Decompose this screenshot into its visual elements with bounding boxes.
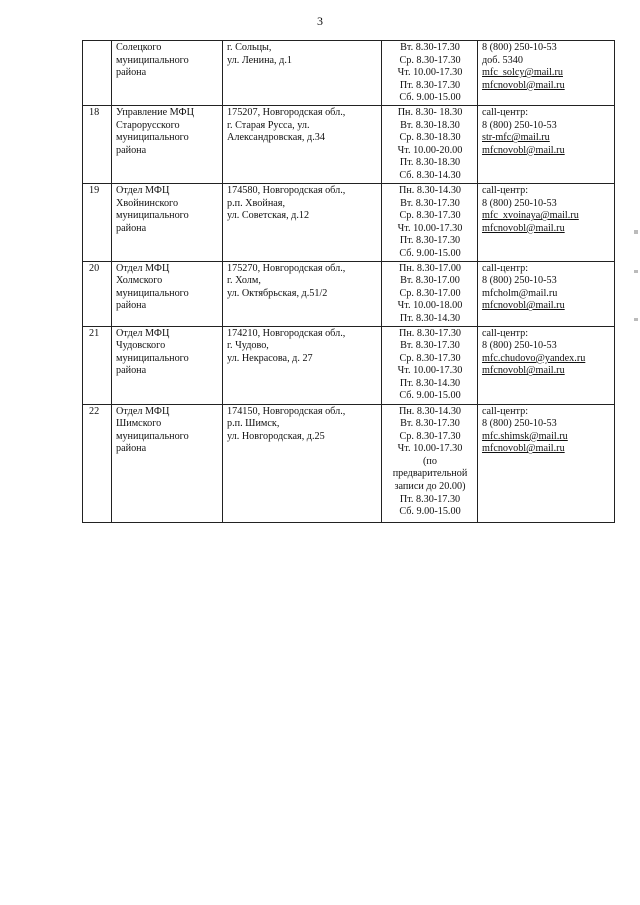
row-number-cell: [83, 105, 112, 183]
cell-line: Ср. 8.30-18.30: [399, 132, 461, 144]
cell-line: Сб. 9.00-15.00: [399, 92, 461, 104]
cell-line: mfcholm@mail.ru: [482, 287, 558, 299]
email-link[interactable]: mfcnovobl@mail.ru: [482, 443, 565, 455]
cell-line: Старорусского: [116, 119, 180, 131]
cell-line: ул. Новгородская, д.25: [227, 430, 325, 442]
cell-line: Чт. 10.00-20.00: [397, 144, 463, 156]
cell-line: Отдел МФЦ: [116, 405, 170, 417]
table-row: [83, 105, 615, 183]
cell-line: 8 (800) 250-10-53: [482, 340, 557, 352]
cell-line: района: [116, 144, 147, 156]
cell-line: муниципального: [116, 287, 189, 299]
hours-cell: [382, 404, 478, 522]
cell-line: муниципального: [116, 210, 189, 222]
cell-line: Пт. 8.30-17.30: [399, 493, 461, 505]
address-cell: [223, 41, 382, 106]
cell-line: муниципального: [116, 132, 189, 144]
cell-line: района: [116, 300, 147, 312]
row-number-cell: [83, 183, 112, 261]
cell-line: Пт. 8.30-17.30: [399, 79, 461, 91]
cell-line: Пт. 8.30-14.30: [399, 312, 461, 324]
cell-line: Чт. 10.00-17.30: [397, 222, 463, 234]
cell-line: Чт. 10.00-17.30: [397, 443, 463, 455]
cell-line: г. Чудово,: [227, 340, 269, 352]
cell-line: 8 (800) 250-10-53: [482, 119, 557, 131]
cell-line: call-центр:: [482, 184, 529, 196]
cell-line: г. Холм,: [227, 275, 261, 287]
cell-line: ул. Советская, д.12: [227, 210, 310, 222]
cell-line: 174150, Новгородская обл.,: [227, 405, 346, 417]
cell-line: р.п. Хвойная,: [227, 197, 286, 209]
page-number: 3: [317, 14, 323, 28]
cell-line: Ср. 8.30-17.30: [399, 210, 461, 222]
email-link[interactable]: mfc_xvoinaya@mail.ru: [482, 210, 579, 222]
cell-line: 8 (800) 250-10-53: [482, 275, 557, 287]
cell-line: 175270, Новгородская обл.,: [227, 262, 346, 274]
scan-mark: [634, 270, 638, 273]
email-link[interactable]: mfcnovobl@mail.ru: [482, 79, 565, 91]
row-number-cell: [83, 404, 112, 522]
contacts-cell: [478, 183, 615, 261]
contacts-cell: [478, 105, 615, 183]
cell-line: 19: [89, 184, 100, 196]
row-number-cell: [83, 261, 112, 326]
hours-cell: [382, 41, 478, 106]
row-number-cell: [83, 41, 112, 106]
cell-line: call-центр:: [482, 405, 529, 417]
cell-line: Отдел МФЦ: [116, 262, 170, 274]
cell-line: 20: [89, 262, 100, 274]
table-row: [83, 326, 615, 404]
office-name-cell: [112, 261, 223, 326]
cell-line: Чт. 10.00-17.30: [397, 365, 463, 377]
cell-line: Пт. 8.30-18.30: [399, 157, 461, 169]
cell-line: Пн. 8.30-17.30: [398, 327, 462, 339]
cell-line: Пн. 8.30-14.30: [398, 184, 462, 196]
cell-line: г. Старая Русса, ул.: [227, 119, 310, 131]
cell-line: муниципального: [116, 430, 189, 442]
cell-line: Отдел МФЦ: [116, 327, 170, 339]
cell-line: района: [116, 443, 147, 455]
table-row: [83, 261, 615, 326]
hours-cell: [382, 183, 478, 261]
address-cell: [223, 404, 382, 522]
cell-line: Чудовского: [116, 340, 166, 352]
cell-line: 21: [89, 327, 100, 339]
office-name-cell: [112, 404, 223, 522]
cell-line: call-центр:: [482, 106, 529, 118]
cell-line: муниципального: [116, 54, 189, 66]
cell-line: доб. 5340: [482, 54, 523, 66]
cell-line: 8 (800) 250-10-53: [482, 197, 557, 209]
office-name-cell: [112, 326, 223, 404]
address-cell: [223, 326, 382, 404]
hours-cell: [382, 261, 478, 326]
contacts-cell: [478, 404, 615, 522]
cell-line: call-центр:: [482, 327, 529, 339]
cell-line: Шимского: [116, 418, 162, 430]
cell-line: Вт. 8.30-17.30: [400, 340, 460, 352]
address-cell: [223, 183, 382, 261]
email-link[interactable]: mfc.chudovo@yandex.ru: [482, 352, 586, 364]
cell-line: Вт. 8.30-17.00: [400, 275, 460, 287]
cell-line: Пт. 8.30-14.30: [399, 377, 461, 389]
cell-line: Пт. 8.30-17.30: [399, 235, 461, 247]
email-link[interactable]: mfcnovobl@mail.ru: [482, 144, 565, 156]
email-link[interactable]: mfc_solcy@mail.ru: [482, 67, 563, 79]
cell-line: call-центр:: [482, 262, 529, 274]
cell-line: ул. Ленина, д.1: [227, 54, 292, 66]
email-link[interactable]: mfcnovobl@mail.ru: [482, 222, 565, 234]
office-name-cell: [112, 183, 223, 261]
email-link[interactable]: mfcnovobl@mail.ru: [482, 300, 565, 312]
cell-line: 8 (800) 250-10-53: [482, 42, 557, 53]
contacts-cell: [478, 261, 615, 326]
cell-line: 175207, Новгородская обл.,: [227, 106, 346, 118]
cell-line: 18: [89, 106, 100, 118]
cell-line: Вт. 8.30-17.30: [400, 197, 460, 209]
cell-line: района: [116, 365, 147, 377]
scan-mark: [634, 230, 638, 234]
cell-line: (по: [423, 455, 437, 467]
cell-line: 22: [89, 405, 100, 417]
contacts-cell: [478, 41, 615, 106]
cell-line: Пн. 8.30- 18.30: [397, 106, 463, 118]
cell-line: района: [116, 67, 147, 79]
cell-line: Ср. 8.30-17.30: [399, 54, 461, 66]
table-row: [83, 404, 615, 522]
email-link[interactable]: mfcnovobl@mail.ru: [482, 365, 565, 377]
cell-line: Ср. 8.30-17.30: [399, 430, 461, 442]
cell-line: предварительной: [392, 468, 468, 480]
table-row: [83, 41, 615, 106]
cell-line: Холмского: [116, 275, 163, 287]
cell-line: Вт. 8.30-17.30: [400, 418, 460, 430]
cell-line: ул. Некрасова, д. 27: [227, 352, 313, 364]
cell-line: Хвойнинского: [116, 197, 179, 209]
cell-line: Вт. 8.30-18.30: [400, 119, 460, 131]
cell-line: Александровская, д.34: [227, 132, 325, 144]
cell-line: Ср. 8.30-17.00: [399, 287, 461, 299]
cell-line: района: [116, 222, 147, 234]
cell-line: муниципального: [116, 352, 189, 364]
address-cell: [223, 105, 382, 183]
cell-line: Чт. 10.00-18.00: [397, 300, 463, 312]
table-row: [83, 183, 615, 261]
cell-line: Ср. 8.30-17.30: [399, 352, 461, 364]
contacts-cell: [478, 326, 615, 404]
hours-cell: [382, 326, 478, 404]
cell-line: Отдел МФЦ: [116, 184, 170, 196]
cell-line: 8 (800) 250-10-53: [482, 418, 557, 430]
office-name-cell: [112, 41, 223, 106]
cell-line: Пн. 8.30-17.00: [398, 262, 462, 274]
email-link[interactable]: mfc.shimsk@mail.ru: [482, 430, 568, 442]
cell-line: Сб. 9.00-15.00: [399, 247, 461, 259]
cell-line: записи до 20.00): [394, 481, 466, 493]
cell-line: Пн. 8.30-14.30: [398, 405, 462, 417]
cell-line: Сб. 9.00-15.00: [399, 390, 461, 402]
cell-line: Управление МФЦ: [116, 106, 194, 118]
row-number-cell: [83, 326, 112, 404]
cell-line: 174580, Новгородская обл.,: [227, 184, 346, 196]
hours-cell: [382, 105, 478, 183]
cell-line: Сб. 8.30-14.30: [399, 169, 461, 181]
address-cell: [223, 261, 382, 326]
cell-line: ул. Октябрьская, д.51/2: [227, 287, 328, 299]
cell-line: Чт. 10.00-17.30: [397, 67, 463, 79]
cell-line: г. Сольцы,: [227, 42, 272, 53]
cell-line: Вт. 8.30-17.30: [400, 42, 460, 53]
cell-line: р.п. Шимск,: [227, 418, 280, 430]
scan-mark: [634, 318, 638, 321]
mfc-offices-table: [82, 40, 615, 523]
cell-line: Сб. 9.00-15.00: [399, 506, 461, 518]
cell-line: 174210, Новгородская обл.,: [227, 327, 346, 339]
cell-line: Солецкого: [116, 42, 162, 53]
office-name-cell: [112, 105, 223, 183]
email-link[interactable]: str-mfc@mail.ru: [482, 132, 550, 144]
